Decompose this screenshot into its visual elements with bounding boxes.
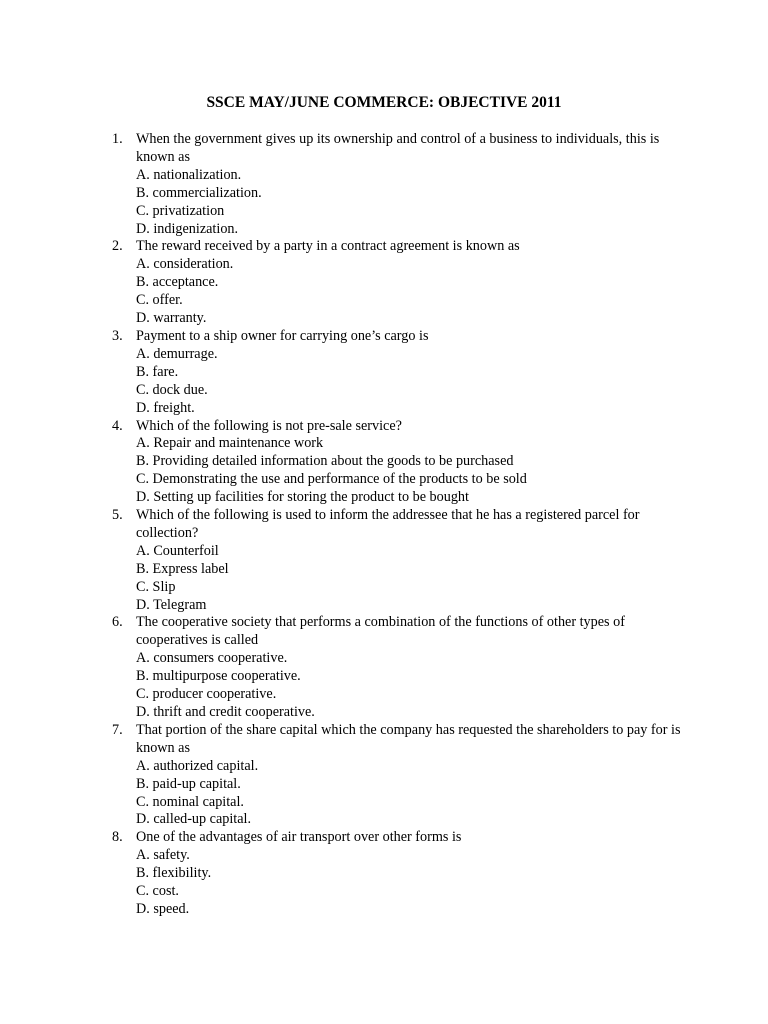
option-b: B. commercialization. — [136, 184, 262, 201]
option-a: A. Repair and maintenance work — [136, 435, 324, 452]
option-b: B. paid-up capital. — [136, 775, 241, 792]
question-text: Which of the following is not pre-sale service? — [136, 417, 402, 434]
question-item — [112, 507, 692, 614]
question-text: One of the advantages of air transport over other forms is — [136, 829, 462, 846]
option-c: C. nominal capital. — [136, 793, 244, 810]
option-a: A. authorized capital. — [136, 757, 259, 774]
option-a: A. nationalization. — [136, 166, 242, 183]
option-d: D. thrift and credit cooperative. — [136, 704, 315, 720]
option-d: D. indigenization. — [136, 220, 239, 237]
question-text: Which of the following is used to inform the addressee that he has a registered parcel for collection? — [136, 507, 640, 541]
option-b: B. multipurpose cooperative. — [136, 668, 301, 685]
option-d: D. Telegram — [136, 596, 207, 613]
question-item — [112, 418, 692, 508]
option-b: B. fare. — [136, 363, 179, 380]
question-number: 2. — [112, 238, 123, 255]
option-b: B. Express label — [136, 560, 229, 577]
question-item — [112, 614, 692, 721]
option-d: D. called-up capital. — [136, 811, 252, 828]
option-c: C. Slip — [136, 578, 176, 595]
question-item — [112, 328, 692, 418]
option-a: A. consumers cooperative. — [136, 650, 288, 667]
question-number: 5. — [112, 507, 123, 524]
option-d: D. speed. — [136, 900, 190, 917]
option-c: C. Demonstrating the use and performance of the products to be sold — [136, 471, 527, 488]
option-b: B. flexibility. — [136, 865, 212, 882]
question-text: The cooperative society that performs a combination of the functions of other types of cooperatives is called — [136, 614, 625, 649]
question-number: 8. — [112, 829, 123, 846]
question-item — [112, 829, 692, 919]
option-c: C. offer. — [136, 292, 183, 309]
option-b: B. Providing detailed information about the goods to be purchased — [136, 453, 514, 470]
option-d: D. Setting up facilities for storing the product to be bought — [136, 489, 469, 506]
question-number: 7. — [112, 721, 123, 738]
option-c: C. dock due. — [136, 381, 208, 398]
question-text: When the government gives up its ownership and control of a business to individuals, this is known as — [136, 131, 660, 165]
question-text: That portion of the share capital which the company has requested the shareholders to pay for is known as — [136, 721, 681, 756]
question-item — [112, 722, 692, 829]
option-a: A. consideration. — [136, 256, 234, 273]
question-item — [112, 238, 692, 328]
question-number: 6. — [112, 614, 123, 631]
question-text: Payment to a ship owner for carrying one’s cargo is — [136, 327, 429, 344]
question-number: 1. — [112, 131, 123, 147]
question-number: 4. — [112, 417, 123, 434]
option-c: C. producer cooperative. — [136, 686, 277, 703]
page-title: SSCE MAY/JUNE COMMERCE: OBJECTIVE 2011 — [206, 94, 562, 111]
question-list — [112, 131, 692, 919]
question-item — [112, 131, 692, 238]
option-a: A. safety. — [136, 847, 190, 864]
question-text: The reward received by a party in a contract agreement is known as — [136, 238, 520, 255]
option-d: D. warranty. — [136, 310, 207, 327]
question-number: 3. — [112, 327, 123, 344]
option-a: A. Counterfoil — [136, 542, 219, 559]
option-d: D. freight. — [136, 399, 195, 416]
option-b: B. acceptance. — [136, 274, 219, 291]
option-c: C. cost. — [136, 883, 179, 900]
option-a: A. demurrage. — [136, 345, 218, 362]
option-c: C. privatization — [136, 202, 225, 219]
